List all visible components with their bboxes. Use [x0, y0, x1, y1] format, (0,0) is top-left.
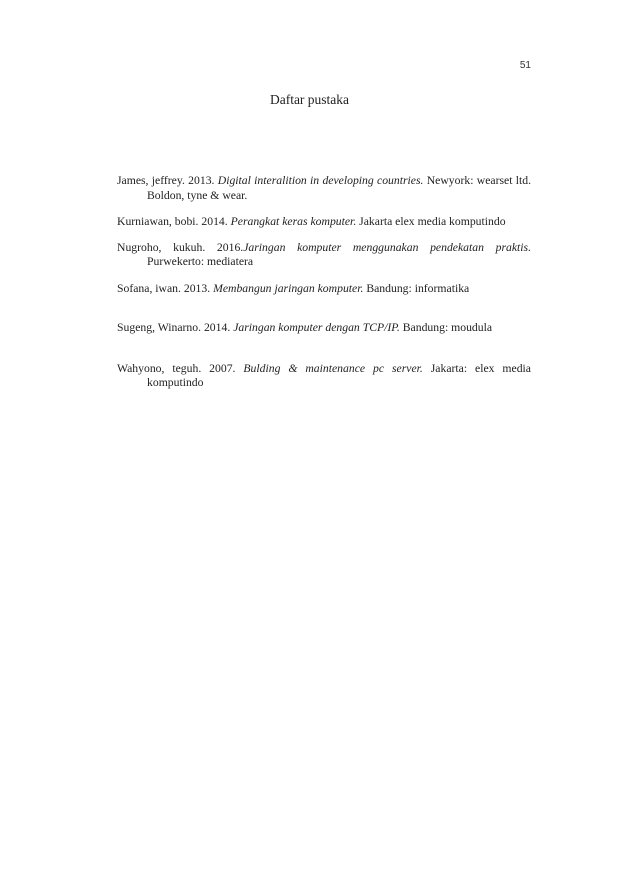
page-title: Daftar pustaka — [269, 92, 350, 107]
reference-author-year: Kurniawan, bobi. 2014. — [117, 215, 231, 228]
reference-title: Perangkat keras komputer. — [230, 215, 357, 228]
reference-list — [117, 174, 531, 391]
reference-title: Bulding & maintenance pc server. — [243, 361, 423, 375]
reference-publisher: Bandung: moudula — [399, 321, 493, 334]
reference-publisher: Jakarta: elex media komputindo — [147, 361, 531, 389]
reference-entry — [117, 241, 531, 270]
reference-title: Digital interalition in developing countries. — [217, 174, 424, 187]
reference-entry — [117, 321, 531, 336]
reference-title: Jaringan komputer menggunakan pendekatan praktis. — [243, 240, 531, 254]
reference-entry — [117, 174, 531, 203]
reference-author-year: James, jeffrey. 2013. — [117, 174, 218, 187]
reference-author-year: Sugeng, Winarno. 2014. — [117, 321, 234, 334]
reference-author-year: Wahyono, teguh. 2007. — [117, 361, 244, 375]
reference-publisher: Newyork: wearset ltd. Boldon, tyne & wear. — [147, 174, 532, 202]
reference-publisher: Purwekerto: mediatera — [147, 255, 254, 268]
reference-title: Membangun jaringan komputer. — [213, 281, 364, 295]
reference-entry — [117, 362, 531, 391]
reference-publisher: Bandung: informatika — [363, 281, 470, 295]
reference-entry — [117, 282, 531, 297]
page-number: 51 — [519, 60, 531, 71]
reference-author-year: Nugroho, kukuh. 2016. — [117, 240, 244, 254]
reference-author-year: Sofana, iwan. 2013. — [117, 281, 214, 295]
reference-title: Jaringan komputer dengan TCP/IP. — [233, 321, 400, 334]
reference-publisher: Jakarta elex media komputindo — [356, 215, 506, 228]
reference-entry — [117, 215, 531, 230]
